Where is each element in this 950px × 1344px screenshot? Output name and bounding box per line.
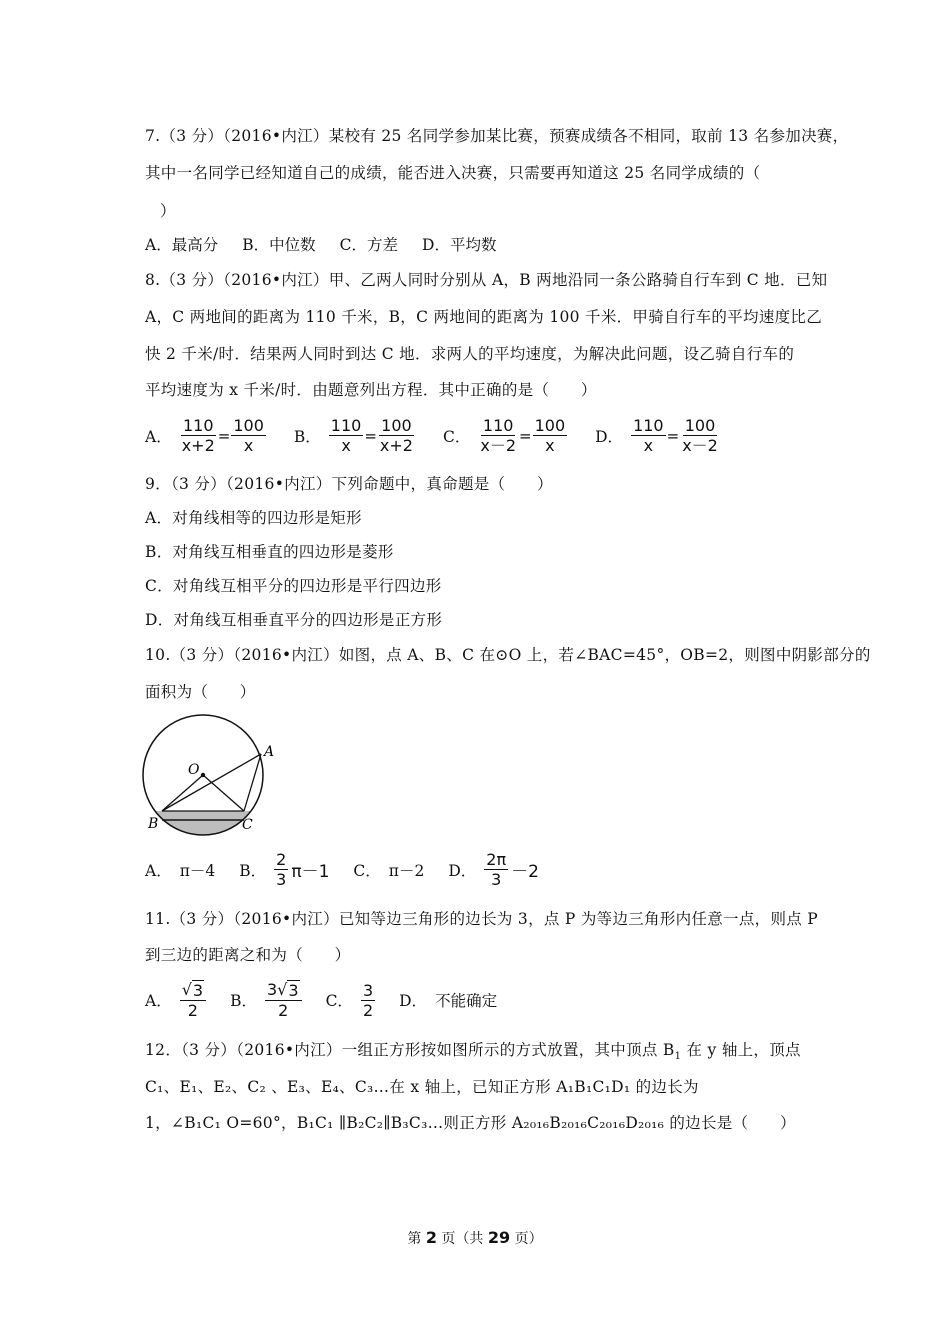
q7-option-a-text: 最高分 [171, 236, 219, 254]
fraction-denominator: 2 [278, 1001, 289, 1020]
q10-option-c [353, 859, 424, 881]
q9-option-c: C．对角线互相平分的四边形是平行四边形 [145, 577, 442, 595]
q9-option-a: A．对角线相等的四边形是矩形 [145, 509, 362, 527]
fraction-numerator: 100 [233, 416, 264, 435]
q7-option-a [145, 233, 218, 255]
q10-option-c-label: C． [353, 861, 381, 880]
q7-option-b [242, 233, 315, 255]
q11-option-c-label: C． [325, 992, 353, 1010]
fraction-denominator: x [545, 436, 555, 455]
label-a: A [264, 744, 275, 760]
fraction-numerator: 100 [381, 416, 412, 435]
shaded-segment [138, 811, 288, 837]
q11-option-a-fraction [180, 980, 206, 1020]
fraction-denominator: x [341, 436, 351, 455]
fraction-numerator: 110 [633, 416, 664, 435]
q9-option-b: B．对角线互相垂直的四边形是菱形 [145, 543, 394, 561]
q9-option-d: D．对角线互相垂直平分的四边形是正方形 [145, 611, 443, 629]
radicand: 3 [288, 981, 299, 1000]
footer-page-number: 2 [425, 1228, 437, 1247]
footer-total-pages: 29 [487, 1228, 511, 1247]
equals-sign: = [217, 426, 231, 445]
coefficient: 3 [266, 980, 278, 999]
fraction-numerator: 2π [486, 850, 507, 869]
q11-line-2: 到三边的距离之和为（ ） [145, 946, 351, 964]
q10-option-b-fraction [274, 850, 288, 889]
q7-options [145, 233, 520, 255]
q11-option-b [230, 980, 301, 1020]
q8-line-1: 8.（3 分）（2016•内江）甲、乙两人同时分别从 A，B 两地沿同一条公路骑自行车到 C 地．已知 [145, 271, 828, 289]
q8-option-b-left-fraction [329, 416, 364, 455]
q8-option-d-right-fraction [680, 416, 720, 455]
fraction-denominator: 2 [362, 1000, 374, 1020]
q10-option-a [145, 859, 215, 881]
q11-options [145, 980, 521, 1020]
fraction-denominator: 2 [187, 1001, 198, 1020]
q8-option-a-right-fraction [231, 416, 266, 455]
footer-prefix: 第 [407, 1231, 426, 1247]
q10-option-d-rest: －2 [511, 862, 539, 882]
q8-option-d-label: D． [595, 427, 624, 446]
fraction-denominator: 3 [276, 870, 287, 889]
q7-option-b-text: 中位数 [269, 236, 316, 254]
fraction-denominator: x [643, 436, 654, 455]
segment-ob [162, 775, 203, 811]
q8-line-4: 平均速度为 x 千米/时．由题意列出方程．其中正确的是（ ） [145, 381, 597, 399]
q8-options [145, 416, 744, 455]
q10-line-1: 10.（3 分）（2016•内江）如图，点 A、B、C 在⊙O 上，若∠BAC=45°，OB=2，则图中阴影部分的 [145, 646, 871, 664]
fraction-numerator: 3 [362, 980, 374, 1000]
q10-option-d-label: D． [448, 861, 477, 880]
q10-option-b-label: B． [239, 861, 267, 880]
fraction-denominator: x+2 [379, 436, 413, 455]
q8-option-b-label: B． [293, 427, 321, 446]
q8-option-a-left-fraction [180, 416, 217, 455]
q8-option-c-right-fraction [533, 416, 568, 455]
equals-sign: = [364, 426, 377, 445]
label-b: B [148, 816, 159, 832]
q7-option-a-label: A． [145, 236, 172, 254]
q8-option-a [145, 416, 266, 455]
fraction-denominator: 3 [491, 870, 502, 889]
q10-option-d-fraction [484, 850, 508, 889]
center-point [201, 773, 205, 777]
circle-geometry-figure [138, 712, 288, 837]
fraction-denominator: x－2 [682, 436, 718, 455]
q8-option-c [443, 416, 567, 455]
q11-option-b-fraction [265, 980, 302, 1020]
label-c: C [242, 817, 253, 833]
q7-line-3: ） [160, 202, 176, 220]
q8-option-b-right-fraction [378, 416, 415, 455]
q8-option-c-label: C． [442, 427, 471, 446]
fraction-numerator: 110 [482, 416, 514, 435]
fraction-numerator [265, 980, 302, 1001]
q12-line-1-subscript: 1 [674, 1051, 682, 1063]
q11-option-c [326, 981, 376, 1020]
fraction-numerator [180, 980, 206, 1001]
q12-line-1-end: 在 y 轴上，顶点 [681, 1041, 801, 1059]
q12-line-2: C₁、E₁、E₂、C₂ 、E₃、E₄、C₃…在 x 轴上，已知正方形 A₁B₁C₁D₁ 的边长为 [145, 1078, 699, 1096]
fraction-numerator: 2 [276, 850, 287, 869]
q11-option-d-label: D． [399, 992, 428, 1010]
radicand: 3 [192, 981, 204, 1000]
q11-option-a-label: A． [145, 992, 172, 1010]
q7-option-d-label: D． [422, 236, 450, 254]
q7-option-d-text: 平均数 [449, 236, 497, 254]
q10-option-a-text: π－4 [179, 861, 216, 880]
fraction-numerator: 110 [330, 416, 362, 435]
q11-option-d [399, 989, 497, 1011]
fraction-denominator: x+2 [181, 436, 215, 455]
q11-option-d-text: 不能确定 [435, 992, 498, 1010]
q11-option-a [145, 980, 206, 1020]
footer-middle: 页（共 [436, 1231, 488, 1247]
q10-option-d [448, 850, 539, 889]
fraction-numerator: 100 [534, 416, 566, 435]
equals-sign: = [519, 426, 532, 445]
q8-option-a-label: A． [145, 427, 172, 446]
q7-option-c-text: 方差 [367, 236, 399, 254]
q11-option-b-label: B． [230, 992, 257, 1010]
fraction-denominator: x [243, 436, 254, 455]
q10-options [145, 850, 563, 889]
q10-option-a-label: A． [145, 861, 172, 880]
q7-line-2: 其中一名同学已经知道自己的成绩，能否进入决赛，只需要再知道这 25 名同学成绩的（ [145, 164, 761, 182]
q11-line-1: 11.（3 分）（2016•内江）已知等边三角形的边长为 3，点 P 为等边三角形内任意一点，则点 P [145, 910, 819, 928]
label-o: O [188, 762, 200, 778]
footer-suffix: 页） [510, 1231, 543, 1247]
q9-line-1: 9．（3 分）（2016•内江）下列命题中，真命题是（ ） [145, 475, 553, 493]
q12-line-1-text: 12．（3 分）（2016•内江）一组正方形按如图所示的方式放置，其中顶点 B [145, 1041, 675, 1059]
equals-sign: = [666, 426, 680, 445]
q7-option-d [422, 233, 496, 255]
q8-line-3: 快 2 千米/时．结果两人同时到达 C 地．求两人的平均速度，为解决此问题，设乙骑自行车的 [145, 345, 795, 363]
sqrt-symbol: √ 3 [277, 980, 299, 1000]
q8-option-d [595, 416, 720, 455]
sqrt-symbol: √ 3 [181, 980, 204, 1000]
q8-line-2: A，C 两地间的距离为 110 千米，B，C 两地间的距离为 100 千米．甲骑自行车的平均速度比乙 [145, 308, 823, 326]
q7-option-c-label: C． [339, 236, 367, 254]
page-footer [0, 1228, 950, 1248]
q7-line-1: 7.（3 分）（2016•内江）某校有 25 名同学参加某比赛，预赛成绩各不相同，取前 13 名参加决赛， [145, 127, 849, 145]
fraction-denominator: x－2 [480, 436, 516, 455]
q8-option-d-left-fraction [631, 416, 666, 455]
q8-option-b [294, 416, 415, 455]
q12-line-1 [145, 1039, 801, 1068]
q10-option-b [239, 850, 329, 889]
q7-option-b-label: B． [242, 236, 270, 254]
fraction-numerator: 100 [684, 416, 716, 435]
q10-option-b-rest: π－1 [291, 862, 330, 882]
q11-option-c-fraction [361, 981, 375, 1020]
q10-line-2: 面积为（ ） [145, 683, 256, 701]
q7-option-c [340, 233, 398, 255]
q10-option-c-text: π－2 [388, 861, 425, 880]
q8-option-c-left-fraction [478, 416, 518, 455]
segment-oc [203, 775, 244, 811]
q12-line-3: 1，∠B₁C₁ O=60°，B₁C₁ ∥B₂C₂∥B₃C₃…则正方形 A₂₀₁₆B₂₀₁₆C₂₀₁₆D₂₀₁₆ 的边长是（ ） [145, 1114, 796, 1132]
fraction-numerator: 110 [182, 416, 214, 435]
